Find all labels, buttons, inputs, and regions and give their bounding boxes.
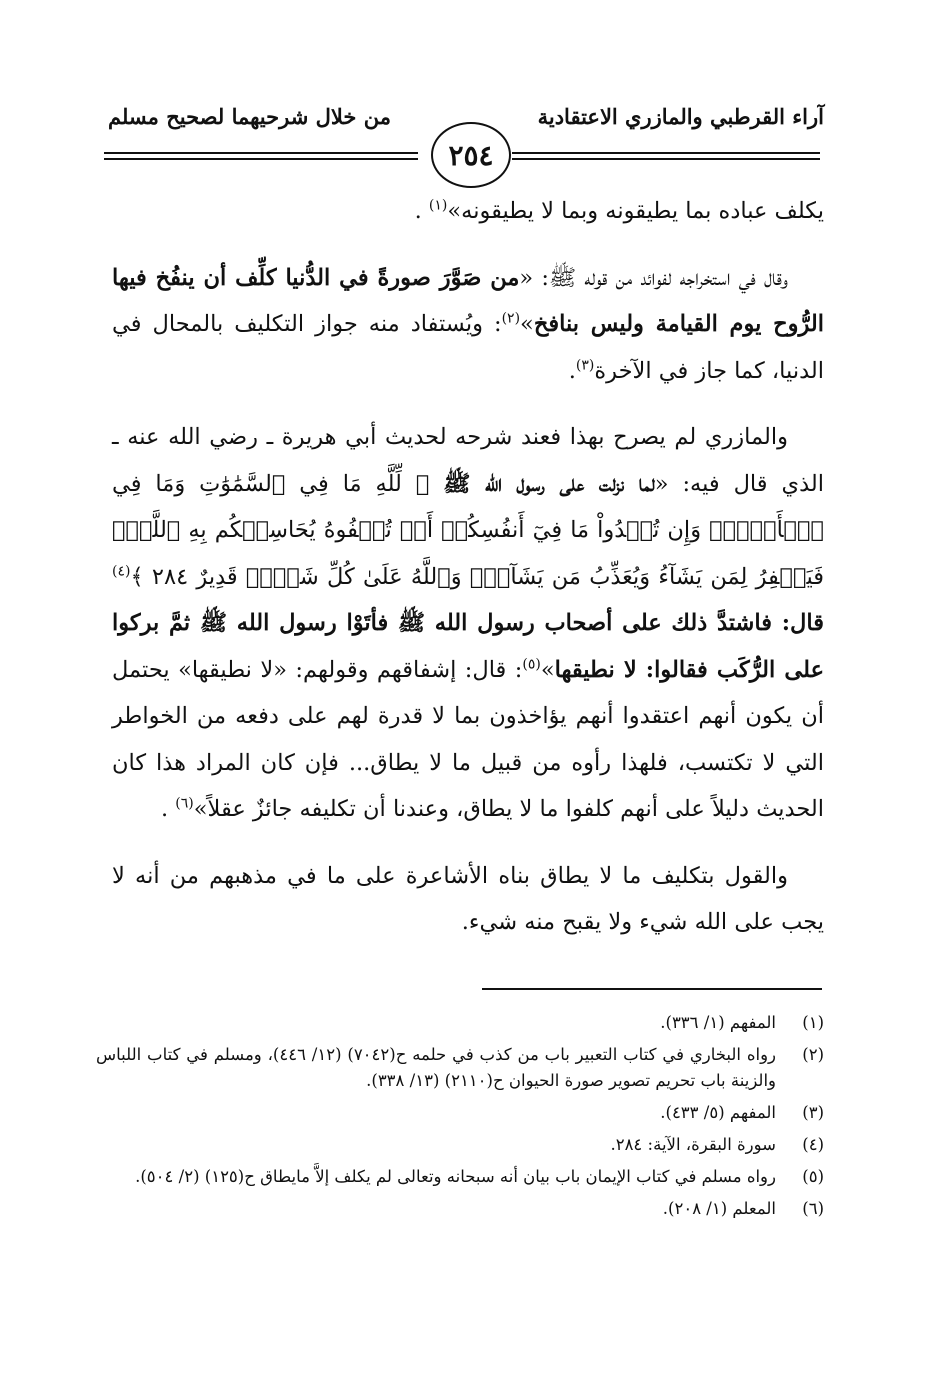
footnote-number: (٤) (802, 1135, 824, 1154)
paragraph-2: وقال في استخراجه لفوائد من قوله ﷺ: «من صَوَّرَ صورةً في الدُّنيا كلِّف أن ينفُخ فيها الرُّوح يوم القيامة وليس بنافخ»$^{(٢)}$: ويُستفاد منه جواز التكليف بالمحال في الدنيا، كما جاز في الآخرة$^{(٣)}$. (112, 264, 824, 384)
header-rule-right-bottom (512, 158, 820, 160)
footnote-number: (٥) (802, 1167, 824, 1186)
footnote-text: المعلم (١/ ٢٠٨). (662, 1199, 776, 1218)
page-number: ٢٥٤ (431, 122, 511, 188)
quran-verse: ﴿ لِّلَّهِ مَا فِي ٱلسَّمَٰوَٰتِ وَمَا فِي ٱلۡأَرۡضِۗ وَإِن تُبۡدُواْ مَا فِيٓ أَنفُسِكُمۡ أَوۡ تُخۡفُوهُ يُحَاسِبۡكُم بِهِ ٱللَّهُۖ فَيَغۡفِرُ لِمَن يَشَآءُ وَيُعَذِّبُ مَن يَشَآءُۗ وَٱللَّهُ عَلَىٰ كُلِّ شَيۡءٖ قَدِيرٌ ٢٨٤ ﴾ (112, 470, 824, 590)
footnote-text: رواه البخاري في كتاب التعبير باب من كذب في حلمه ح(٧٠٤٢) (١٢/ ٤٤٦)، ومسلم في كتاب اللباس والزينة باب تحريم تصوير صورة الحيوان ح(٢١١٠) (١٣/ ٣٣٨). (96, 1045, 777, 1090)
footnote-text: المفهم (١/ ٣٣٦). (660, 1013, 776, 1032)
paragraph-3: والمازري لم يصرح بهذا فعند شرحه لحديث أبي هريرة ـ رضي الله عنه ـ الذي قال فيه: «لما نزلت على رسول الله ﷺ ﴿ لِّلَّهِ مَا فِي ٱلسَّمَٰوَٰتِ وَمَا فِي ٱلۡأَرۡضِۗ وَإِن تُبۡدُواْ مَا فِيٓ أَنفُسِكُمۡ أَوۡ تُخۡفُوهُ يُحَاسِبۡكُم بِهِ ٱللَّهُۖ فَيَغۡفِرُ لِمَن يَشَآءُ وَيُعَذِّبُ مَن يَشَآءُۗ وَٱللَّهُ عَلَىٰ كُلِّ شَيۡءٖ قَدِيرٌ ٢٨٤ ﴾$^{(٤)}$ قال: فاشتدَّ ذلك على أصحاب رسول الله ﷺ فأتَوْا رسول الله ﷺ ثمَّ بركوا على الرُّكَب فقالوا: لا نطيقها»$^{(٥)}$: قال: إشفاقهم وقولهم: «لا نطيقها» يحتمل أن يكون أنهم اعتقدوا أنهم يؤاخذون بما لا قدرة لهم على دفعه من الخواطر التي لا تكتسب، فلهذا رأوه من قبيل ما لا يطاق... فإن كان المراد هذا كان الحديث دليلاً على أنهم كلفوا ما لا يطاق، وعندنا أن تكليفه جائزٌ عقلاً»$^{(٦)}$ . (112, 424, 825, 822)
footnote-ref: (٣) (575, 357, 595, 373)
hadith-text: من صَوَّرَ صورةً في الدُّنيا كلِّف أن ينفُخ فيها الرُّوح يوم القيامة وليس بنافخ (112, 264, 824, 337)
header-rule-left-bottom (104, 158, 418, 160)
main-text (112, 188, 824, 946)
header-rule-right-top (512, 152, 820, 154)
running-header-title: آراء القرطبي والمازري الاعتقادية (537, 104, 824, 129)
header-rule-left-top (104, 152, 418, 154)
paragraph-1: يكلف عباده بما يطيقونه وبما لا يطيقونه»$^{(١)}$ . (414, 197, 824, 224)
footnote-number: (٣) (802, 1103, 824, 1122)
footnote-text: سورة البقرة، الآية: ٢٨٤. (610, 1135, 776, 1154)
footnote-ref: (٦) (175, 795, 194, 812)
footnote (96, 1100, 824, 1126)
footnote-text: المفهم (٥/ ٤٣٣). (660, 1103, 776, 1122)
hadith-text: قال: فاشتدَّ ذلك على أصحاب رسول الله ﷺ فأتَوْا رسول الله ﷺ ثمَّ بركوا على الرُّكَب فقالوا: لا نطيقها (112, 610, 825, 683)
footnote (96, 1196, 824, 1222)
footnotes (96, 1010, 824, 1228)
footnote-ref: (٢) (501, 310, 521, 327)
paragraph-4: والقول بتكليف ما لا يطاق بناه الأشاعرة على ما في مذهبهم من أنه لا يجب على الله شيء ولا يقبح منه شيء. (112, 862, 824, 935)
footnote (96, 1010, 824, 1036)
footnote (96, 1164, 824, 1190)
footnote-number: (٦) (802, 1199, 824, 1218)
footnote (96, 1042, 824, 1094)
running-header-subtitle: من خلال شرحيهما لصحيح مسلم (108, 104, 391, 129)
footnote-separator (482, 988, 822, 990)
footnote-ref: (٤) (112, 563, 131, 579)
footnote-ref: (١) (428, 197, 448, 214)
footnote-ref: (٥) (522, 656, 541, 672)
footnote-text: رواه مسلم في كتاب الإيمان باب بيان أنه سبحانه وتعالى لم يكلف إلاَّ مايطاق ح(١٢٥) (٢/ ٥٠٤). (135, 1167, 776, 1186)
footnote-number: (١) (802, 1013, 824, 1032)
footnote (96, 1132, 824, 1158)
hadith-text: لما نزلت على رسول الله ﷺ (443, 470, 655, 497)
footnote-number: (٢) (802, 1045, 824, 1064)
